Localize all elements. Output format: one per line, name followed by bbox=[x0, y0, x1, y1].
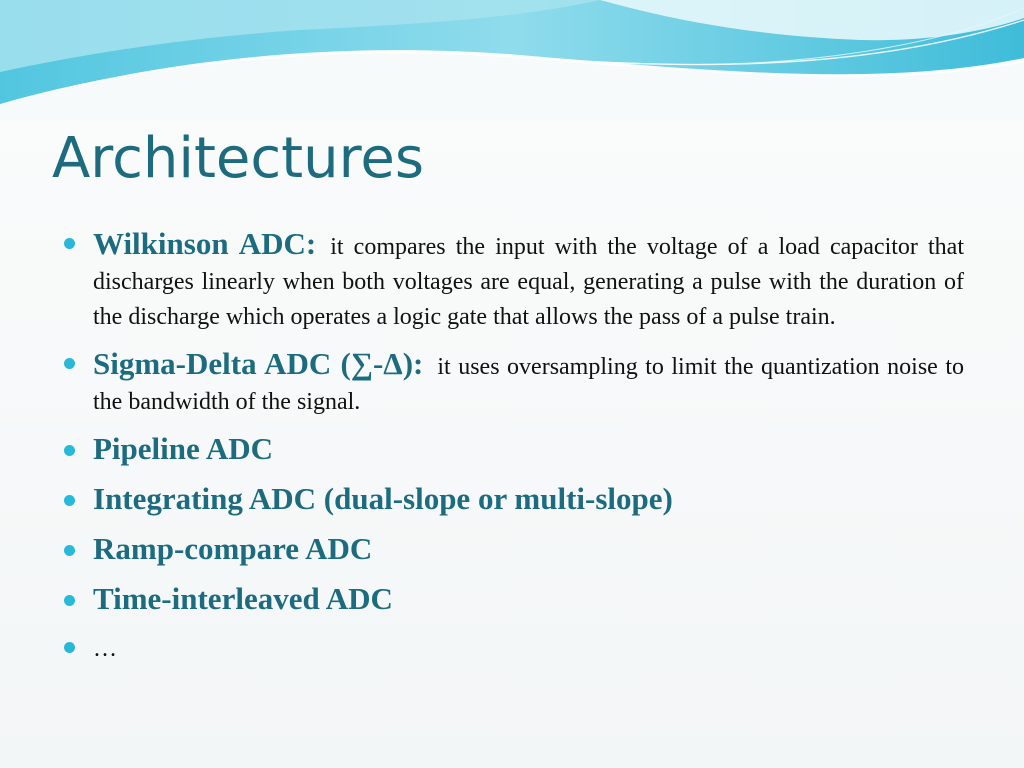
bullet-integrating bbox=[60, 481, 964, 517]
slide-content bbox=[60, 226, 964, 678]
wave-header-decoration bbox=[0, 0, 1024, 120]
bullet-ellipsis bbox=[60, 631, 964, 667]
bullet-term: Time-interleaved ADC bbox=[93, 581, 393, 616]
bullet-ellipsis-text: … bbox=[93, 636, 117, 662]
bullet-term: Wilkinson ADC: bbox=[93, 226, 317, 261]
bullet-term: Pipeline ADC bbox=[93, 431, 273, 466]
bullet-wilkinson bbox=[60, 226, 964, 335]
bullet-term: Integrating ADC (dual-slope or multi-slope) bbox=[93, 481, 673, 516]
bullet-term: Ramp-compare ADC bbox=[93, 531, 373, 566]
bullet-pipeline bbox=[60, 431, 964, 467]
bullet-description: it uses oversampling to limit the quantization noise to the bandwidth of the signal. bbox=[93, 354, 964, 415]
bullet-description: it compares the input with the voltage of a load capacitor that discharges linearly when both voltages are equal, generating a pulse with the duration of the discharge which operates a logic gate that allows the pass of a pulse train. bbox=[93, 234, 965, 330]
bullet-sigma-delta bbox=[60, 346, 964, 420]
slide-title: Architectures bbox=[52, 126, 425, 191]
bullet-term: Sigma-Delta ADC (∑-Δ): bbox=[93, 346, 424, 381]
bullet-ramp-compare bbox=[60, 531, 964, 567]
bullet-list bbox=[60, 226, 964, 667]
bullet-time-interleaved bbox=[60, 581, 964, 617]
